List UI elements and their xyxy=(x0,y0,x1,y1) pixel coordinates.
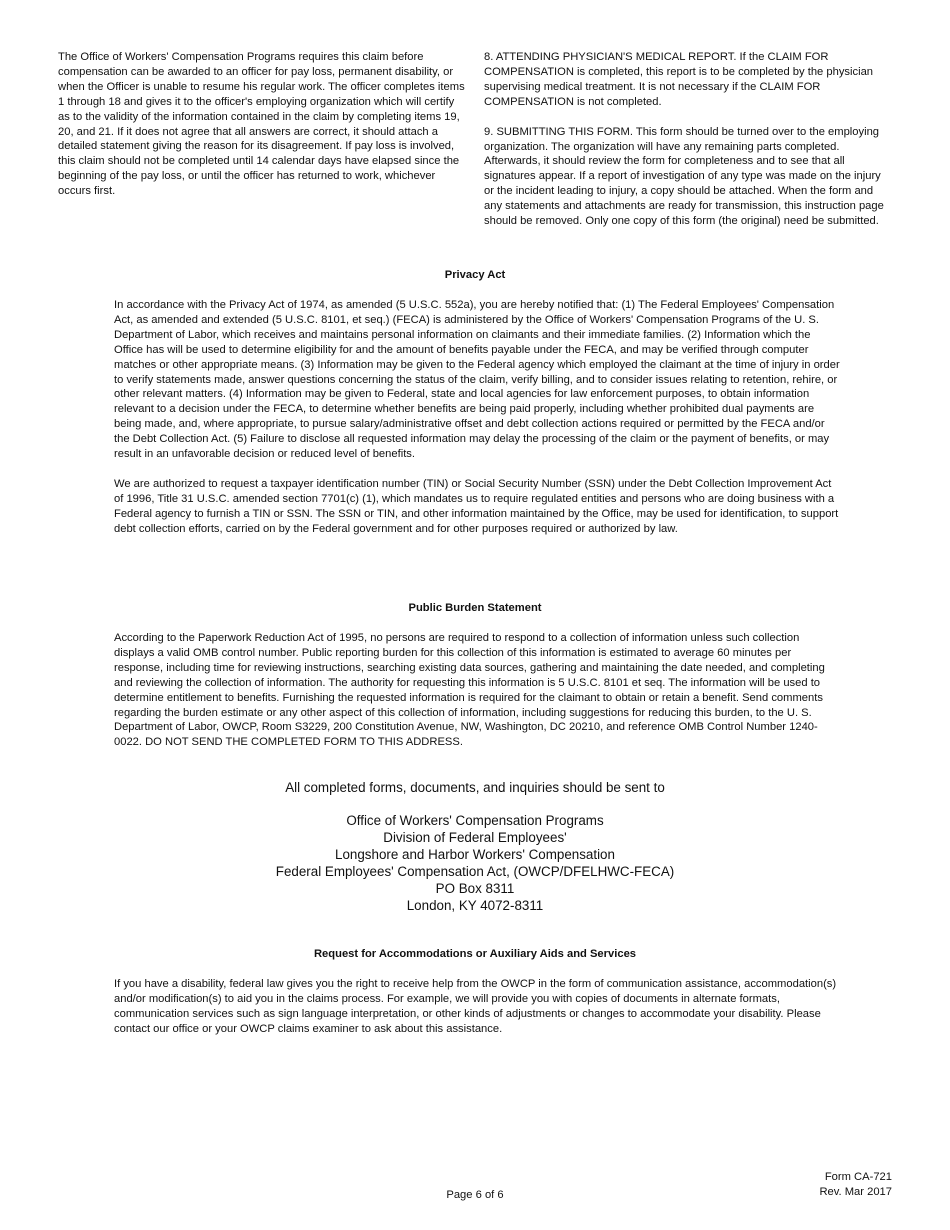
accommodations-heading: Request for Accommodations or Auxiliary Aids and Services xyxy=(313,948,637,960)
public-burden-paragraph: According to the Paperwork Reduction Act of 1995, no persons are required to respond to a collection of information unless such collection displays a valid OMB control number. Public reporting burden for this collection of this information is estimated to average 60 minutes per response, including time for reviewing instructions, searching existing data sources, gathering and maintaining the date needed, and completing and reviewing the collection of information. The authority for requesting this information is 5 U.S.C. 8101 et seq. The information will be used to determine entitlement to benefits. Furnishing the requested information is required for the claimant to obtain or retain a benefit. Send comments regarding the burden estimate or any other aspect of this collection of information, including suggestions for reducing this burden, to the U. S. Department of Labor, OWCP, Room S3229, 200 Constitution Avenue, NW, Washington, DC 20210, and reference OMB Control Number 1240-0022. DO NOT SEND THE COMPLETED FORM TO THIS ADDRESS. xyxy=(114,632,825,749)
accommodations-section xyxy=(114,977,840,1037)
public-burden-section xyxy=(114,631,840,750)
public-burden-heading: Public Burden Statement xyxy=(408,602,542,614)
item-9-submitting-form: 9. SUBMITTING THIS FORM. This form should be turned over to the employing organization. The organization will have any remaining parts completed. Afterwards, it should review the form for completeness and to see that all signatures appear. If a report of investigation of any type was made on the injury or the incident leading to injury, a copy should be attached. When the form and any statements and attachments are ready for transmission, this instruction page should be removed. Only one copy of this form (the original) need be submitted. xyxy=(484,125,884,228)
claim-instructions-paragraph: The Office of Workers' Compensation Programs requires this claim before compensation can be awarded to an officer for pay loss, permanent disability, or when the Officer is unable to resume his regular work. The officer completes items 1 through 18 and gives it to the officer's employing organization which will certify as to the validity of the information contained in the claim by completing items 19, 20, and 21. If it does not agree that all answers are correct, it should attach a detailed statement giving the reason for its disagreement. If pay loss is involved, this claim should not be completed until 14 calendar days have elapsed since the beginning of the pay loss, or until the officer has returned to work, whichever occurs first. xyxy=(58,51,465,198)
privacy-act-paragraph-1: In accordance with the Privacy Act of 1974, as amended (5 U.S.C. 552a), you are hereby notified that: (1) The Federal Employees' Compensation Act, as amended and extended (5 U.S.C. 8101, et seq.) (FECA) is administered by the Office of Workers' Compensation Programs of the U. S. Department of Labor, which receives and maintains personal information on claimants and their immediate families. (2) Information which the Office has will be used to determine eligibility for and the amount of benefits payable under the FECA, and may be verified through computer matches or other appropriate means. (3) Information may be given to the Federal agency which employed the claimant at the time of injury in order to verify statements made, answer questions concerning the status of the claim, verify billing, and to consider issues relating to retention, rehire, or other relevant matters. (4) Information may be given to Federal, state and local agencies for law enforcement purposes, to obtain information relevant to a decision under the FECA, to determine whether benefits are being paid properly, including whether prohibited dual payments are being made, and, where appropriate, to pursue salary/administrative offset and debt collection actions required or permitted by the FECA and/or the Debt Collection Act. (5) Failure to disclose all requested information may delay the processing of the claim or the payment of benefits, or may result in an unfavorable decision or reduced level of benefits. xyxy=(114,299,840,461)
address-line: Federal Employees' Compensation Act, (OWCP/DFELHWC-FECA) xyxy=(275,864,675,879)
privacy-act-heading: Privacy Act xyxy=(444,269,506,281)
address-line: Longshore and Harbor Workers' Compensation xyxy=(335,847,615,862)
right-column xyxy=(484,50,889,229)
address-line: Division of Federal Employees' xyxy=(383,830,567,845)
address-line: PO Box 8311 xyxy=(435,881,515,896)
left-column xyxy=(58,50,468,199)
privacy-act-paragraph-2: We are authorized to request a taxpayer identification number (TIN) or Social Security Number (SSN) under the Debt Collection Improvement Act of 1996, Title 31 U.S.C. amended section 7701(c) (1), which mandates us to require regulated entities and persons who are doing business with a Federal agency to furnish a TIN or SSN. The SSN or TIN, and other information maintained by the Office, may be used for identification, to support debt collection efforts, carried on by the Federal government and for other purposes required or authorized by law. xyxy=(114,477,839,535)
page-number: Page 6 of 6 xyxy=(446,1189,504,1201)
mailing-address xyxy=(0,812,950,914)
privacy-act-section xyxy=(114,298,840,537)
address-line: London, KY 4072-8311 xyxy=(406,898,544,913)
mailing-intro: All completed forms, documents, and inquiries should be sent to xyxy=(285,780,665,795)
address-line: Office of Workers' Compensation Programs xyxy=(346,813,604,828)
form-id: Form CA-721 xyxy=(824,1171,892,1183)
form-revision: Rev. Mar 2017 xyxy=(819,1185,892,1198)
item-8-physician-report: 8. ATTENDING PHYSICIAN'S MEDICAL REPORT. If the CLAIM FOR COMPENSATION is completed, this report is to be completed by the physician supervising medical treatment. It is not necessary if the CLAIM FOR COMPENSATION is not completed. xyxy=(484,51,874,108)
accommodations-paragraph: If you have a disability, federal law gives you the right to receive help from the OWCP in the form of communication assistance, accommodation(s) and/or modification(s) to aid you in the claims process. For example, we will provide you with copies of documents in alternate formats, communication services such as sign language interpretation, or other kinds of adjustments or changes to accommodate your disability. Please contact our office or your OWCP claims examiner to ask about this assistance. xyxy=(114,978,837,1035)
